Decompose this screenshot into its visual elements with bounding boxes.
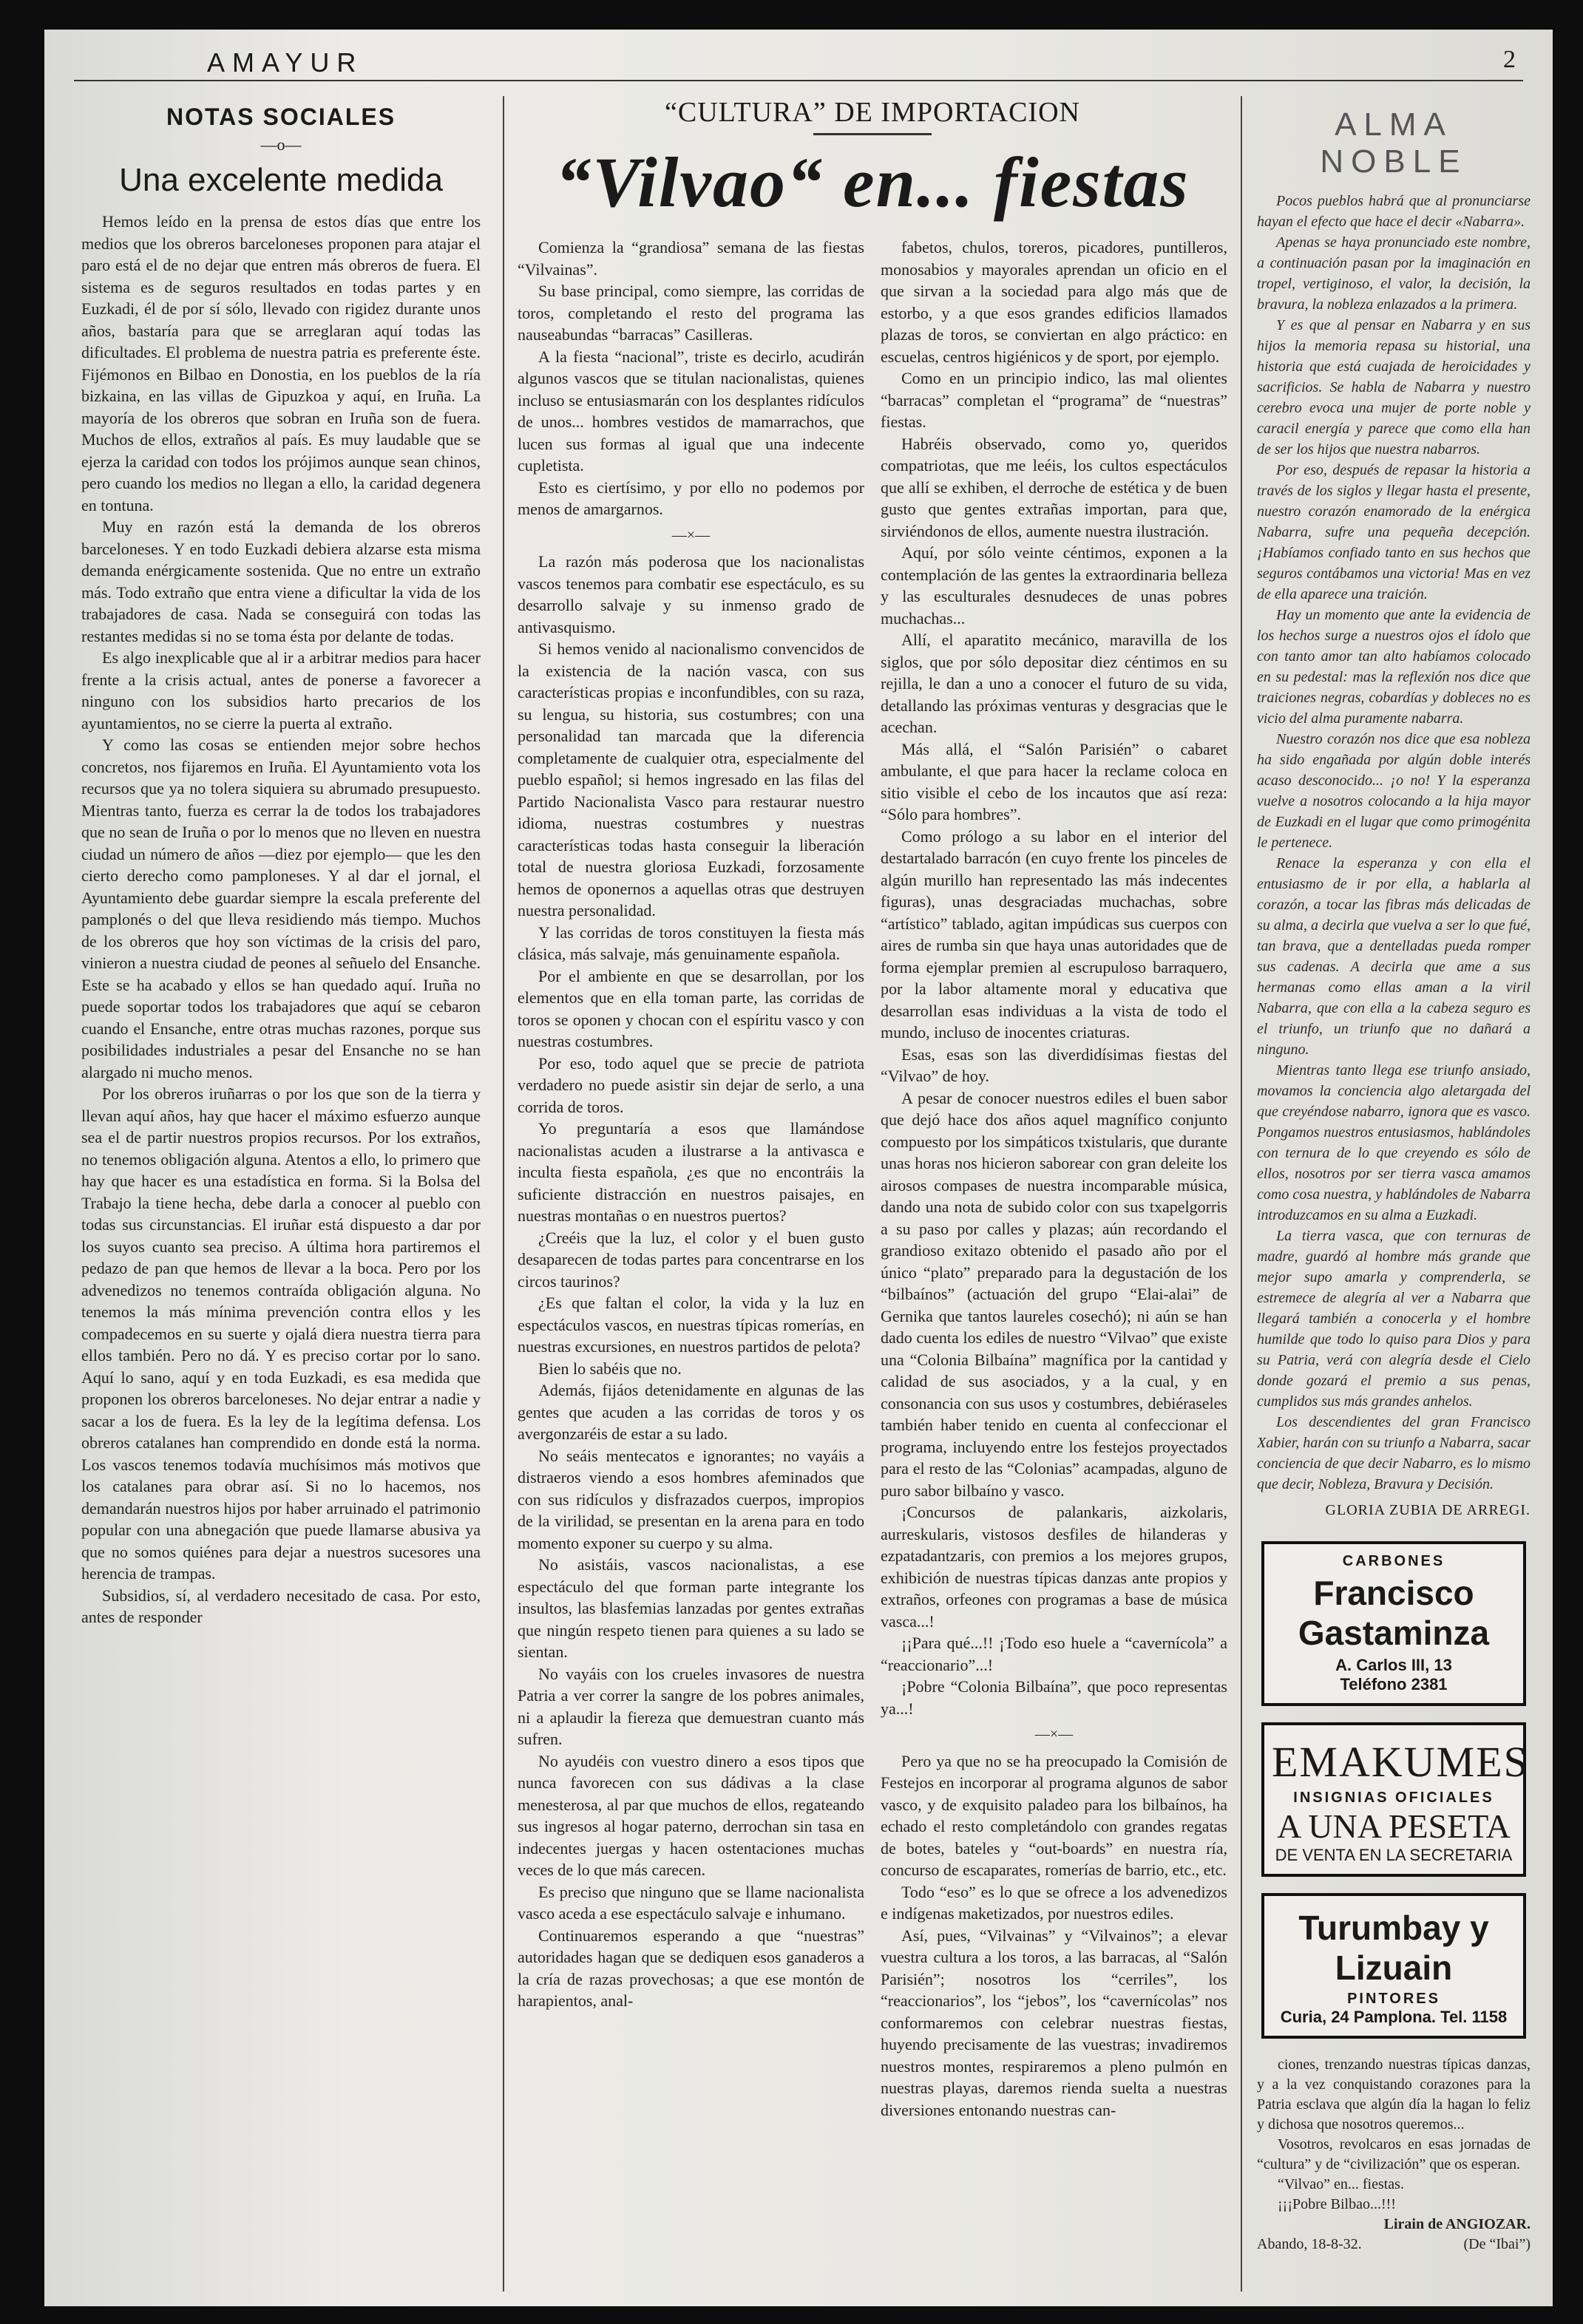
author-signature: GLORIA ZUBIA DE ARREGI. — [1325, 1502, 1531, 1518]
paragraph: Y es que al pensar en Nabarra y en sus hijos la memoria repasa su historial, una historia que está cuajada de heroicidades y sacrificios. Se habla de Nabarra y nuestro cerebro evoca una mujer de porte noble y caracil energía y parece que como ella han de ser los hijos que nuestra nabarros. — [1257, 317, 1531, 458]
paragraph: Como en un principio indico, las mal olientes “barracas” completan el “programa” de “nuestras” fiestas. — [881, 369, 1227, 431]
article-kicker: “CULTURA” DE IMPORTACION — [665, 97, 1080, 128]
paragraph: Nuestro corazón nos dice que esa nobleza ha sido engañada por algún doble interés acaso desconocido... ¡o no! Y la esperanza vuelve a nosotros colocando a la hija mayor de Euzkadi en el lugar que como primogénita le pertenece. — [1257, 731, 1531, 851]
paragraph: No ayudéis con vuestro dinero a esos tipos que nunca favorecen con sus dádivas a la clase menesterosa, al par que muchos de ellos, regateando sus ingresos al hogar paterno, derrochan sin tasa en indecentes juergas y hacen ostentaciones muchas veces de lo que más carecen. — [518, 1751, 864, 1879]
paragraph: Es preciso que ninguno que se llame nacionalista vasco aceda a ese espectáculo salvaje e inhumano. — [518, 1882, 864, 1923]
paragraph: ¡Concursos de palankaris, aizkolaris, aurreskularis, vistosos desfiles de hilanderas y ezpatadantzaris, con premios a los mejores grupos, exhibición de nuestras típicas danzas ante propios y extraños, orfeones con programas a base de música vasca...! — [881, 1503, 1227, 1631]
paragraph: Yo preguntaría a esos que llamándose nacionalistas acuden a ilustrarse a la antivasca e inculta fiesta española, ¿es que no encontráis la suficiente distracción en nuestros paisajes, en nuestras montañas o en nuestros puertos? — [518, 1119, 864, 1225]
separator: —×— — [1034, 1726, 1074, 1742]
paragraph: No seáis mentecatos e ignorantes; no vayáis a distraeros viendo a esos hombres afeminados que con sus ridículos y disfrazados cuerpos, impropios de la virilidad, se presentan en la arena para en todo momento exponer su cuerpo y su alma. — [518, 1446, 864, 1552]
left-column — [81, 96, 481, 2291]
article-columns — [518, 237, 1227, 2121]
ad-phone: Teléfono 2381 — [1340, 1675, 1448, 1693]
article-col-2 — [881, 237, 1227, 2121]
ad-name: Turumbay y Lizuain — [1298, 1909, 1489, 1987]
paragraph: Hay un momento que ante la evidencia de los hechos surge a nuestros ojos el ídolo que con tanto amor tan alto habíamos colocado en su pedestal: mas la reflexión nos dice que traiciones negras, cobardías y dobleces no es vicio del alma puramente nabarra. — [1257, 607, 1531, 727]
ad-pintores — [1261, 1893, 1526, 2039]
paragraph: Es algo inexplicable que al ir a arbitrar medios para hacer frente a la crisis actual, antes de ponerse a favorecer a ninguno con los subsidios harto precarios de los ayuntamientos, no se cierre la puerta al extraño. — [81, 648, 481, 733]
article-body — [81, 211, 481, 1628]
paragraph: Pocos pueblos habrá que al pronunciarse hayan el efecto que hace el decir «Nabarra». — [1257, 193, 1531, 230]
middle-column — [503, 96, 1242, 2291]
ad-note: DE VENTA EN LA SECRETARIA — [1275, 1846, 1513, 1864]
ad-label: PINTORES — [1347, 1991, 1440, 2007]
paragraph: Hemos leído en la prensa de estos días que entre los medios que los obreros barceloneses proponen para atajar el paro está el de no dejar que entren más obreros de fuera. El sistema es de seguros resultados en todas partes y en Euzkadi, él de por sí sólo, llevado con rigidez durante unos años, bastaría para que se arreglaran aquí todas las dificultades. El problema de nuestra patria es preferente éste. Fijémonos en Bilbao en Donostia, en los pueblos de la ría bizkaina, en las villas de Gipuzkoa y aquí, en Iruña. La mayoría de los obreros que sobran en Iruña son de fuera. Muchos de ellos, extraños al país. Es muy laudable que se ejerza la caridad con todos los prójimos aunque sean chinos, pero cuando los medios no llegan a ello, la caridad degenera en tontuna. — [81, 212, 481, 514]
paragraph: Por los obreros iruñarras o por los que son de la tierra y llevan aquí años, hay que hacer el máximo esfuerzo aunque sea el de partir nuestros propios recursos. Por los extraños, no tenemos obligación alguna. Atentos a ello, lo primero que hay que hacer es una estadística en forma. Si la Bolsa del Trabajo la tiene hecha, debe darla a conocer al pueblo con todas sus circunstancias. El iruñar está dispuesto a dar por los suyos cuanto sea preciso. A última hora partiremos el pedazo de pan que hemos de llevar a la boca. Pero por los advenedizos no tenemos contraída obligación alguna. No tenemos la más mínima prevención contra ellos y les compadecemos en su suerte y ojalá diera nuestra tierra para ellos también. Pero no dá. Y es preciso cortar por lo sano. Aquí lo sano, aquí y en toda Euzkadi, es esa medida que proponen los obreros barceloneses. No dejar entrar a nadie y sacar a los de fuera. Es la ley de la legítima defensa. Los obreros catalanes han comprendido en donde está la norma. Los vascos tenemos todavía muchísimos más motivos que los catalanes para obrar así. Si no lo hacemos, nos demandarán nuestros hijos por haber arruinado el patrimonio popular con una abnegación que puede llamarse abusiva ya que no somos quiénes para dejar a nuestros sucesores una herencia de trampas. — [81, 1084, 481, 1583]
paragraph: ¡Pobre “Colonia Bilbaína”, que poco representas ya...! — [881, 1677, 1227, 1718]
article-title: Una excelente medida — [119, 162, 443, 198]
paragraph: Muy en razón está la demanda de los obreros barceloneses. Y en todo Euzkadi debiera alzarse esta misma demanda enérgicamente sostenida. Que no entre un extraño más. Todo extraño que entra viene a dificultar la vida de los trabajadores de casa. Nada se conseguirá con todas las restantes medidas si no se toma ésta por delante de todas. — [81, 517, 481, 645]
paragraph: A la fiesta “nacional”, triste es decirlo, acudirán algunos vascos que se titulan nacionalistas, quienes incluso se entusiasmarán con los desplantes ridículos de unos... hombres vestidos de mamarrachos, que lucen sus formas al igual que una indecente cupletista. — [518, 347, 864, 475]
paragraph: Aquí, por sólo veinte céntimos, exponen a la contemplación de las gentes la extraordinaria belleza y las esculturales desnudeces de unas pobres muchachas... — [881, 543, 1227, 628]
page-number: 2 — [1503, 46, 1516, 73]
paragraph: Los descendientes del gran Francisco Xabier, harán con su triunfo a Nabarra, sacar conciencia de que decir Nabarro, es lo mismo que decir, Nobleza, Bravura y Decisión. — [1257, 1414, 1531, 1492]
article-title: ALMA NOBLE — [1320, 106, 1468, 180]
masthead — [74, 43, 1523, 81]
paragraph: Si hemos venido al nacionalismo convencidos de la existencia de la nación vasca, con sus características propias e inconfundibles, con su raza, su lengua, su historia, sus costumbres; con una personalidad tan marcada que la diferencia completamente de cualquier otra, especialmente del pueblo español; si hemos ingresado en las filas del Partido Nacionalista Vasco para restaurar nuestro idioma, nuestras costumbres y nuestras características todas hasta conseguir la liberación total de nuestra gloriosa Euzkadi, forzosamente hemos de oponernos a aquellas otras que destruyen nuestra personalidad. — [518, 639, 864, 920]
paragraph: La tierra vasca, que con ternuras de madre, guardó al hombre más grande que mejor supo amarla y comprenderla, se estremece de alegría al ver a Nabarra que llegará también a conocerla y el hombre humilde que todo lo quiso para Dios y para su Patria, verá con alegría desde el Cielo donde gozará el premio a sus penas, cumplidos sus más grandes anhelos. — [1257, 1228, 1531, 1410]
right-column — [1257, 96, 1531, 2291]
paragraph: ciones, trenzando nuestras típicas danzas, y a la vez conquistando corazones para la Patria esclava que algún día la hagan lo feliz y dichosa que nosotros queremos... — [1257, 2056, 1531, 2133]
paragraph: Esto es ciertísimo, y por ello no podemos por menos de amargarnos. — [518, 478, 864, 518]
paragraph: La razón más poderosa que los nacionalistas vascos tenemos para combatir ese espectáculo, es su desarrollo salvaje y su inmenso grado de antivasquismo. — [518, 552, 864, 636]
ornament: —o— — [260, 135, 302, 154]
paragraph: ¿Creéis que la luz, el color y el buen gusto desaparecen de todas partes para concentrarse en los circos taurinos? — [518, 1228, 864, 1291]
paragraph: Por el ambiente en que se desarrollan, por los elementos que en ella toman parte, las corridas de toros se oponen y chocan con el espíritu vasco y con nuestras costumbres. — [518, 966, 864, 1050]
signoff-name: Lirain de ANGIOZAR. — [1383, 2216, 1531, 2232]
paragraph: “Vilvao” en... fiestas. — [1278, 2176, 1404, 2192]
paragraph: Habréis observado, como yo, queridos compatriotas, que me leéis, los cultos espectáculos que allí se exhiben, el derroche de estética y de buen gusto que gentes extrañas importan, para que, sirviéndonos de ellos, aumente nuestra ilustración. — [881, 434, 1227, 540]
paragraph: Así, pues, “Vilvainas” y “Vilvainos”; a elevar vuestra cultura a los toros, a las barracas, al “Salón Parisién”; nosotros los “cerriles”, los “reaccionarios”, los “jebos”, los “cavernícolas” nos conformaremos con celebrar nuestras fiestas, huyendo precisamente de las vuestras; invadiremos nuestros montes, respiraremos a pleno pulmón en nuestras playas, daremos rienda suelta a nuestras diversiones entonando nuestras can- — [881, 1926, 1227, 2119]
signoff-place: Abando, 18-8-32. — [1257, 2236, 1362, 2252]
paragraph: Como prólogo a su labor en el interior del destartalado barracón (en cuyo frente los pinceles de algún murillo han representado las más indecentes figuras), unas desgraciadas muchachas, sobre “artístico” tablado, agitan impúdicas sus cuerpos con aires de rumba sin que haya unas autoridades que de forma ejemplar premien al escrupuloso barraquero, por la labor altamente moral y educativa que desarrollan esas individuas a la vista de todo el mundo, incluso de inocentes criaturas. — [881, 826, 1227, 1042]
paragraph: ¿Es que faltan el color, la vida y la luz en espectáculos vascos, en nuestras típicas romerías, en nuestras excursiones, en nuestros partidos de pelota? — [518, 1294, 864, 1356]
paragraph: Apenas se haya pronunciado este nombre, a continuación pasan por la imaginación en tropel, vertiginoso, el valor, la decisión, la bravura, la nobleza enlazados a la primera. — [1257, 234, 1531, 313]
paragraph: Por eso, después de repasar la historia a través de los siglos y llegar hasta el presente, nuestro corazón enamorado de la enérgica Nabarra, sufre una pequeña decepción. ¡Habíamos confiado tanto en sus hechos que seguros contábamos una victoria! Mas en vez de ella aparece una traición. — [1257, 462, 1531, 602]
paragraph: ¡¡¡Pobre Bilbao...!!! — [1278, 2196, 1396, 2212]
ad-label: CARBONES — [1342, 1553, 1445, 1569]
paragraph: Por eso, todo aquel que se precie de patriota verdadero no puede asistir sin dejar de serlo, a una corrida de toros. — [518, 1053, 864, 1116]
ad-address: Curia, 24 Pamplona. Tel. 1158 — [1280, 2008, 1508, 2026]
paragraph: Todo “eso” es lo que se ofrece a los advenedizos e indígenas maketizados, por nuestros ediles. — [881, 1882, 1227, 1923]
paragraph: Esas, esas son las diverdidísimas fiestas del “Vilvao” de hoy. — [881, 1044, 1227, 1085]
paragraph: ¡¡Para qué...!! ¡Todo eso huele a “cavernícola” a “reaccionario”...! — [881, 1634, 1227, 1674]
ad-emakumes — [1261, 1722, 1529, 1877]
signoff-line — [1257, 2235, 1531, 2255]
paragraph: Allí, el aparatito mecánico, maravilla de los siglos, que por sólo depositar diez céntimos en su rejilla, le dan a uno a conocer el futuro de su vida, detallando las próximas venturas y desgracias que le acechan. — [881, 631, 1227, 736]
paragraph: Además, fijáos detenidamente en algunas de las gentes que acuden a las corridas de toros y os avergonzaréis de estar a su lado. — [518, 1381, 864, 1443]
article-continuation — [1257, 2055, 1531, 2255]
paragraph: Mientras tanto llega ese triunfo ansiado, movamos la conciencia algo aletargada del que creyéndose nabarro, ignora que es vasco. Pongamos nuestros entusiasmos, hablándoles con ternura de lo que creyendo es sólo de ellos, nosotros por ser tierra vasca amamos como cosa nuestra, y hablándoles de Nabarra introduzcamos en su alma a Euzkadi. — [1257, 1062, 1531, 1223]
paragraph: Vosotros, revolcaros en esas jornadas de “cultura” y de “civilización” que os esperan. — [1257, 2136, 1531, 2172]
ad-carbones — [1261, 1541, 1526, 1706]
article-headline: “Vilvao“ en... fiestas — [555, 143, 1190, 222]
paragraph: fabetos, chulos, toreros, picadores, puntilleros, monosabios y mayorales aprendan un oficio en el que sirvan a la sociedad para algo más que de estorbo, y a que esos grandes edificios llamados plazas de toros, se conviertan en algo práctico: en escuelas, centros higiénicos y de sport, por ejemplo. — [881, 238, 1227, 366]
paragraph: Continuaremos esperando a que “nuestras” autoridades hagan que se dediquen esos ganaderos a la cría de razas provechosas; a que ese montón de harapientos, anal- — [518, 1926, 864, 2010]
paragraph: A pesar de conocer nuestros ediles el buen sabor que dejó hace dos años aquel magnífico conjunto compuesto por los simpáticos txistularis, que durante unas horas nos hicieron saborear con gran deleite los airosos compases de nuestra incomparable música, dando una nota de subido color con sus txapelgorris a su paso por calles y plazas; aún recordando el grandioso exitazo obtenido el pasado año por el único “plato” preparado para la degustación de los “bilbaínos” (actuación del grupo “Elai-alai” de Gernika que tantos laureles cosechó); ni aún se han dado cuenta los ediles de nuestro “Vilvao” que existe una “Colonia Bilbaína” magnífica por la cantidad y calidad de sus asociados, y a la cual, y en consonancia con sus usos y costumbres, debiéraseles también haber tenido en cuenta al confeccionar el programa, incluyendo entre los festejos proyectados para el resto de las “Colonias” acampadas, alguno de puro sabor bilbaíno y vasco. — [881, 1088, 1227, 1500]
signoff-source: (De “Ibai”) — [1463, 2236, 1531, 2252]
ad-name: Francisco Gastaminza — [1298, 1574, 1490, 1652]
ad-name: EMAKUMES — [1272, 1738, 1529, 1786]
paragraph: No asistáis, vascos nacionalistas, a ese espectáculo del que forman parte integrante los insultos, las blasfemias lanzadas por gentes extrañas que ningún respeto tienen para quienes a su lado se sientan. — [518, 1555, 864, 1661]
ad-label: INSIGNIAS OFICIALES — [1293, 1790, 1494, 1806]
article-body — [1257, 191, 1531, 1495]
paragraph: Bien lo sabéis que no. — [538, 1359, 682, 1378]
paper-name: AMAYUR — [207, 47, 364, 78]
paragraph: Más allá, el “Salón Parisién” o cabaret ambulante, el que para hacer la reclame coloca en sitio visible el cebo de los incautos que así reza: “Sólo para hombres”. — [881, 739, 1227, 823]
paragraph: Pero ya que no se ha preocupado la Comisión de Festejos en incorporar al programa algunos de sabor vasco, y de exquisito paladeo para los bilbaínos, ha echado el resto completándolo con grandes regatas de botes, bateles y “out-boards” en nuestra ría, concurso de escaparates, romerías de barrio, etc., etc. — [881, 1751, 1227, 1879]
paragraph: Su base principal, como siempre, las corridas de toros, completando el resto del programa las nauseabundas “barracas” Casilleras. — [518, 282, 864, 344]
ad-price: A UNA PESETA — [1277, 1807, 1511, 1845]
paragraph: No vayáis con los crueles invasores de nuestra Patria a ver correr la sangre de los pobres animales, ni a aplaudir la fiereza que demuestran cuanto más sufren. — [518, 1664, 864, 1748]
rule — [813, 133, 932, 135]
paragraph: Comienza la “grandiosa” semana de las fiestas “Vilvainas”. — [518, 238, 864, 279]
section-heading: NOTAS SOCIALES — [166, 103, 396, 130]
newspaper-page — [44, 30, 1553, 2306]
article-col-1 — [518, 237, 864, 2121]
ad-address: A. Carlos III, 13 — [1335, 1656, 1452, 1674]
separator: —×— — [671, 526, 711, 543]
paragraph: Y las corridas de toros constituyen la fiesta más clásica, más salvaje, más genuinamente española. — [518, 923, 864, 963]
paragraph: Subsidios, sí, al verdadero necesitado de casa. Por esto, antes de responder — [81, 1586, 481, 1626]
paragraph: Y como las cosas se entienden mejor sobre hechos concretos, nos fijaremos en Iruña. El Ayuntamiento vota los recursos que ya no tolera siquiera su abrumado presupuesto. Mientras tanto, fuerza es cerrar la de todos los trabajadores que no sean de Iruña o por lo menos que no lleven en nuestra ciudad un número de años —diez por ejemplo— que les den cierto derecho como pamploneses. Y al dar el jornal, el Ayuntamiento debe guardar siempre la escala preferente del pamplonés o del que lleva residiendo más tiempo. Muchos de los obreros que hoy son víctimas de la crisis del paro, vinieron a nuestra ciudad de peones al señuelo del Ensanche. Este se ha acabado y ellos se han quedado aquí. Iruña no puede soportar todos los trabajadores que aquí se cebaron cuando el Ensanche, entre otras muchas razones, porque sus posibilidades industriales a pesar del Ensanche no se han alargado ni mucho menos. — [81, 735, 481, 1081]
paragraph: Renace la esperanza y con ella el entusiasmo de ir por ella, a hablarla al corazón, a tocar las fibras más delicadas de su alma, a decirla que vuelva a ser lo que fué, tan brava, que a dentelladas pueda romper sus cadenas. A decirla que ame a sus hermanas como ellas aman a la viril Nabarra, que con ella a la cabeza seguro es el triunfo, un triunfo que no dañará a ninguno. — [1257, 855, 1531, 1058]
